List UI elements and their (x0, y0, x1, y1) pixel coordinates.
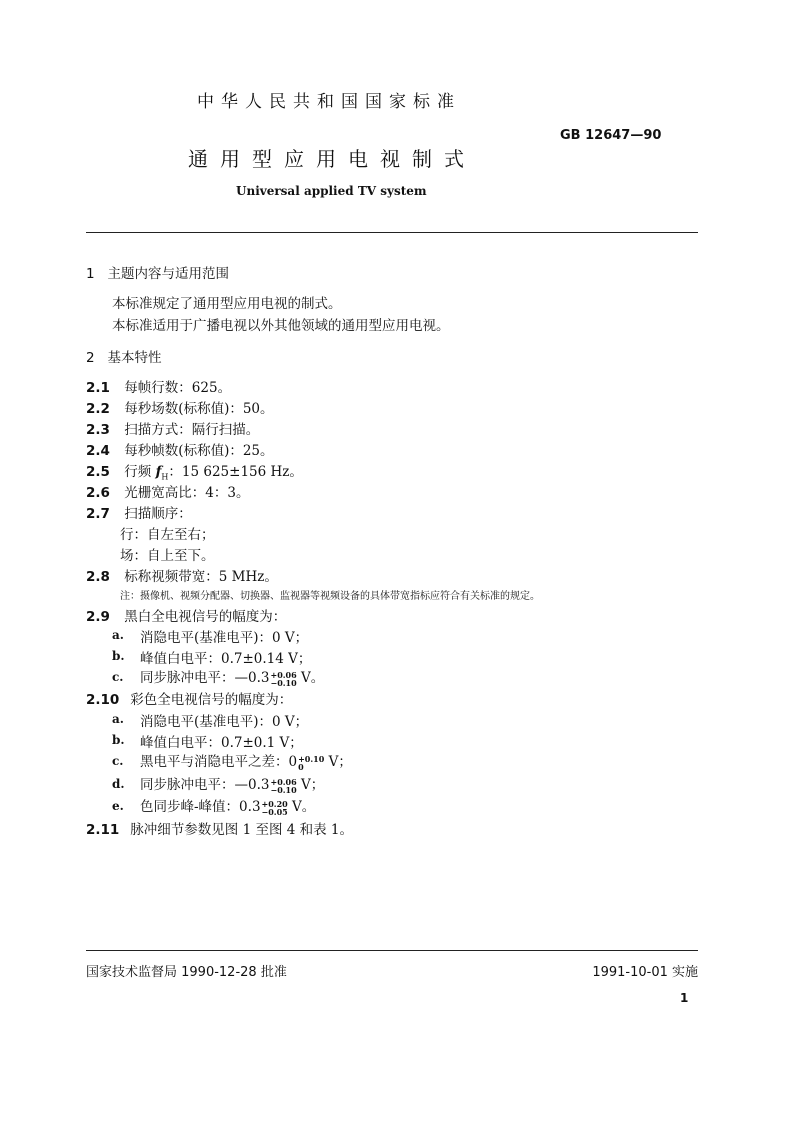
list-label: c. (112, 754, 124, 768)
clause-2-4 (86, 439, 274, 459)
clause-text: 行频 (124, 464, 156, 480)
clause-2-1 (86, 376, 231, 396)
list-item: 消隐电平(基准电平)：0 V； (140, 630, 309, 646)
clause-2-6 (86, 481, 249, 501)
subscript: H (161, 472, 169, 482)
approval-date: 国家技术监督局 1990-12-28 批准 (86, 965, 287, 980)
clause-2-5 (86, 460, 303, 482)
clause-line: 行：自左至右； (120, 527, 215, 543)
standard-code: GB 12647—90 (560, 128, 662, 143)
paragraph: 本标准适用于广播电视以外其他领域的通用型应用电视。 (112, 318, 450, 334)
clause-2-9 (86, 605, 286, 625)
tolerance-upper: +0.06 (270, 776, 297, 787)
clause-2-11 (86, 818, 353, 838)
tolerance (298, 755, 324, 771)
clause-text: 标称视频带宽：5 MHz。 (124, 569, 278, 585)
clause-number: 2.3 (86, 422, 110, 438)
clause-2-10 (86, 688, 292, 708)
clause-number: 2.7 (86, 506, 110, 522)
clause-line: 场：自上至下。 (120, 548, 215, 564)
document-title: 通用型应用电视制式 (188, 147, 476, 171)
list-item (140, 750, 352, 771)
header-divider (86, 232, 698, 233)
tolerance-lower: −0.10 (270, 784, 297, 795)
item-text: 同步脉冲电平：—0.3 (140, 777, 270, 793)
clause-text: ：15 625±156 Hz。 (168, 464, 303, 480)
tolerance (270, 671, 296, 687)
tolerance-lower: −0.10 (270, 677, 297, 688)
clause-2-3 (86, 418, 259, 438)
clause-number: 2.9 (86, 609, 110, 625)
item-text: 黑电平与消隐电平之差：0 (140, 754, 298, 770)
clause-number: 2.10 (86, 692, 120, 708)
list-label: d. (112, 777, 125, 791)
item-text: 色同步峰-峰值：0.3 (140, 799, 261, 815)
section-title: 基本特性 (107, 350, 162, 366)
page-number: 1 (680, 991, 689, 1005)
effective-date: 1991-10-01 实施 (592, 965, 698, 980)
list-item (140, 773, 324, 794)
list-item (140, 795, 315, 816)
symbol: f (155, 464, 162, 480)
clause-number: 2.1 (86, 380, 110, 396)
list-label: b. (112, 733, 125, 747)
item-unit: V。 (287, 799, 316, 815)
clause-text: 每帧行数：625。 (124, 380, 232, 396)
list-label: a. (112, 712, 124, 726)
clause-number: 2.2 (86, 401, 110, 417)
tolerance-upper: +0.10 (298, 753, 325, 764)
list-item: 峰值白电平：0.7±0.1 V； (140, 735, 303, 751)
clause-text: 扫描方式：隔行扫描。 (124, 422, 260, 438)
english-title: Universal applied TV system (236, 184, 427, 198)
tolerance (270, 778, 296, 794)
list-label: b. (112, 649, 125, 663)
clause-2-2 (86, 397, 274, 417)
item-unit: V。 (296, 670, 325, 686)
clause-note: 注：摄像机、视频分配器、切换器、监视器等视频设备的具体带宽指标应符合有关标准的规定。 (120, 591, 540, 602)
issuing-authority: 中华人民共和国国家标准 (197, 92, 461, 112)
clause-text: 每秒帧数(标称值)：25。 (124, 443, 274, 459)
clause-number: 2.6 (86, 485, 110, 501)
tolerance-upper: +0.20 (261, 798, 288, 809)
list-item: 峰值白电平：0.7±0.14 V； (140, 651, 312, 667)
tolerance-lower: −0.05 (261, 806, 288, 817)
section-title: 主题内容与适用范围 (107, 266, 229, 282)
item-unit: V； (324, 754, 352, 770)
list-label: c. (112, 670, 124, 684)
clause-text: 光栅宽高比：4：3。 (124, 485, 250, 501)
clause-number: 2.11 (86, 822, 120, 838)
item-unit: V； (296, 777, 325, 793)
tolerance (262, 800, 288, 816)
footer-divider (86, 950, 698, 951)
clause-text: 扫描顺序： (124, 506, 192, 522)
tolerance-lower: 0 (298, 761, 304, 772)
clause-text: 每秒场数(标称值)：50。 (124, 401, 274, 417)
clause-2-8 (86, 565, 278, 585)
tolerance-upper: +0.06 (270, 669, 297, 680)
clause-number: 2.8 (86, 569, 110, 585)
list-item (140, 666, 324, 687)
clause-number: 2.4 (86, 443, 110, 459)
paragraph: 本标准规定了通用型应用电视的制式。 (112, 296, 342, 312)
list-label: e. (112, 799, 124, 813)
item-text: 同步脉冲电平：—0.3 (140, 670, 270, 686)
section-number: 1 (86, 266, 95, 282)
clause-text: 脉冲细节参数见图 1 至图 4 和表 1。 (130, 822, 354, 838)
clause-text: 黑白全电视信号的幅度为： (124, 609, 287, 625)
clause-number: 2.5 (86, 464, 110, 480)
clause-2-7 (86, 502, 192, 522)
list-label: a. (112, 628, 124, 642)
section-number: 2 (86, 350, 95, 366)
clause-text: 彩色全电视信号的幅度为： (130, 692, 293, 708)
list-item: 消隐电平(基准电平)：0 V； (140, 714, 309, 730)
section-2-heading (86, 346, 161, 366)
section-1-heading (86, 262, 229, 282)
